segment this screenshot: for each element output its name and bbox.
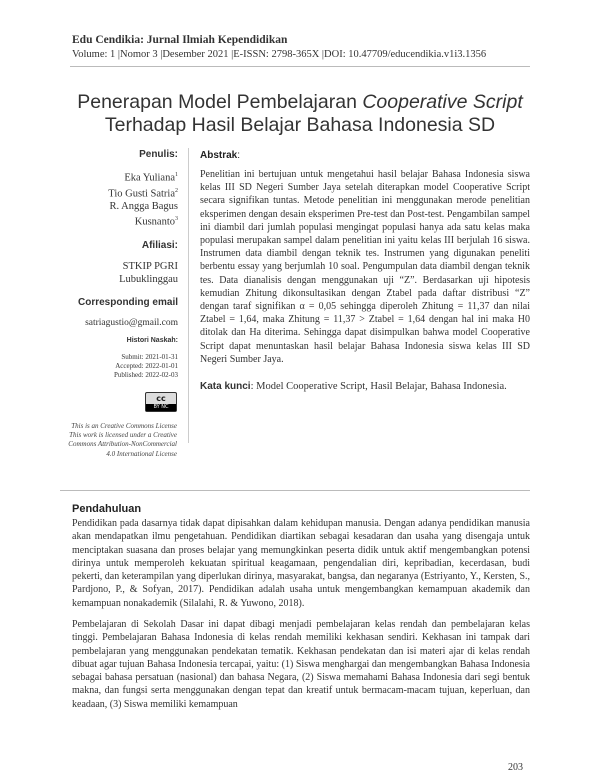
journal-name: Edu Cendikia: Jurnal Ilmiah Kependidikan xyxy=(72,34,288,46)
section-rule xyxy=(60,490,530,491)
cc-license-badge[interactable] xyxy=(145,392,177,412)
history-submit: Submit: 2021-01-31 xyxy=(121,352,178,361)
section-heading: Pendahuluan xyxy=(72,503,142,515)
authors-heading: Penulis: xyxy=(139,149,178,160)
title-line2: Terhadap Hasil Belajar Bahasa Indonesia SD xyxy=(104,114,496,136)
affiliation-1: STKIP PGRI xyxy=(122,260,178,272)
keywords-label: Kata kunci xyxy=(200,381,251,392)
author-4: Kusnanto$^3$ xyxy=(134,216,178,228)
corresponding-email[interactable]: satriagustio@gmail.com xyxy=(85,317,178,328)
paper-title xyxy=(60,91,540,137)
abstract-text: Penelitian ini bertujuan untuk mengetahui hasil belajar Bahasa Indonesia siswa kelas III SD Negeri Sumber Jaya setelah diterapkan model Cooperative Script secara signifikan tuntas. Metode penelitian ini menggunakan merode penelitian eksperimen dengan desain eksperimen Pre-test dan Post-test. Pengambilan sampel ini diambil dari jumlah populasi mengingat populasi hanya ada satu kelas maka populasi merupakan sampel dalam penelitian ini yaitu kelas III berjulah 16 siswa. Instrumen data diambil dengan teknik tes. Instrumen yang digunakan peneliti berbentu essay yang berjumlah 10 soal. Pengumpulan data diambil dengan teknik tes. Data dianalisis dengan menggunakan uji “Z”. Berdasarkan uji hipotesis kemudian Zhitung dikonsultasikan dengan Ztabel pada daftar distribusi “Z” dengan taraf signifikan α = 0,05 sehingga diperoleh Zhitung = 11,37 dan nilai Ztabel = 1,64, maka Zhitung = 11,37 > Ztabel = 1,64 dengan hal ini maka H0 ditolak dan Ha diterima. Sehingga dapat disimpulkan bahwa model Cooperative Script dapat menuntaskan hasil belajar Bahasa Indonesia siswa kelas III SD Negeri Sumber Jaya. xyxy=(200,169,530,365)
keywords xyxy=(200,380,530,394)
cc-icon: cc xyxy=(156,393,166,403)
title-line1-pre: Penerapan Model Pembelajaran xyxy=(77,91,363,113)
affiliation-heading: Afiliasi: xyxy=(141,239,178,251)
history-heading: Histori Naskah: xyxy=(126,336,178,344)
cc-by-nc-label: BY NC xyxy=(146,404,176,411)
corresponding-heading: Corresponding email xyxy=(77,296,178,308)
affiliation-2: Lubuklinggau xyxy=(119,273,178,285)
header-rule xyxy=(70,66,530,67)
intro-paragraph-1: Pendidikan pada dasarnya tidak dapat dipisahkan dalam kehidupan manusia. Dengan adanya pendidikan manusia akan mendapatkan ilmu pengetahuan. Pendidikan diartikan sebagai kesadaran dan usaha yang disengaja untuk menciptakan suasana dan proses belajar yang memungkinkan peserta didik untuk aktif mengembangkan potensi dirinya untuk memperoleh kekuatan spiritual keagamaan, pengendalian diri, kepribadian, kecerdasan, budi pekerti, dan keterampilan yang diperlukan dirinya, masyarakat, bangsa, dan negaranya (Estriyanto, Y., Kersten, S., Pardjono, P., & Sofyan, 2017). Pendidikan adalah usaha untuk mengembangkan kemampuan akademik dan kemampuan nonakademik (Silalahi, R. & Yuwono, 2018). xyxy=(72,518,530,609)
abstract-heading: Abstrak: xyxy=(200,150,241,161)
intro-paragraph-2: Pembelajaran di Sekolah Dasar ini dapat dibagi menjadi pembelajaran kelas rendah dan pembelajaran kelas tinggi. Pembelajaran Bahasa Indonesia di kelas rendah memiliki kekhasan sendiri. Kekhasan ini tampak dari pembelajaran yang menggunakan pendekatan tematik. Kekhasan pendekatan dan isi materi ajar di kelas rendah dibuat agar tujuan Bahasa Indonesia tercapai, yaitu: (1) Siswa menghargai dan mengembangkan Bahasa Indonesia sebagai bahasa persatuan (nasional) dan bahasa Negara, (2) Siswa memahami Bahasa Indonesia dari segi bentuk makna, dan fungsi serta menggunakan dengan tepat dan kreatif untuk bermacam-macam tujuan, keperluan, dan keadaan, (3) Siswa memiliki kemampuan xyxy=(72,619,530,710)
page-number: 203 xyxy=(508,762,523,773)
journal-meta: Volume: 1 |Nomor 3 |Desember 2021 |E-ISSN: 2798-365X |DOI: 10.47709/educendikia.v1i3.1356 xyxy=(72,49,487,60)
keywords-text: : Model Cooperative Script, Hasil Belajar, Bahasa Indonesia. xyxy=(250,381,507,392)
author-2: Tio Gusti Satria$^2$ xyxy=(108,187,178,199)
author-1: Eka Yuliana$^1$ xyxy=(124,172,178,184)
sidebar xyxy=(60,148,178,380)
title-line1-italic: Cooperative Script xyxy=(362,91,523,113)
author-3: R. Angga Bagus xyxy=(109,201,178,212)
column-divider xyxy=(188,148,189,443)
history-accepted: Accepted: 2022-01-01 xyxy=(115,361,178,370)
license-text: This is an Creative Commons License This work is licensed under a Creative Commons Attribution-NonCommercial 4.0 International License xyxy=(68,422,177,458)
history-published: Published: 2022-02-03 xyxy=(114,370,178,379)
